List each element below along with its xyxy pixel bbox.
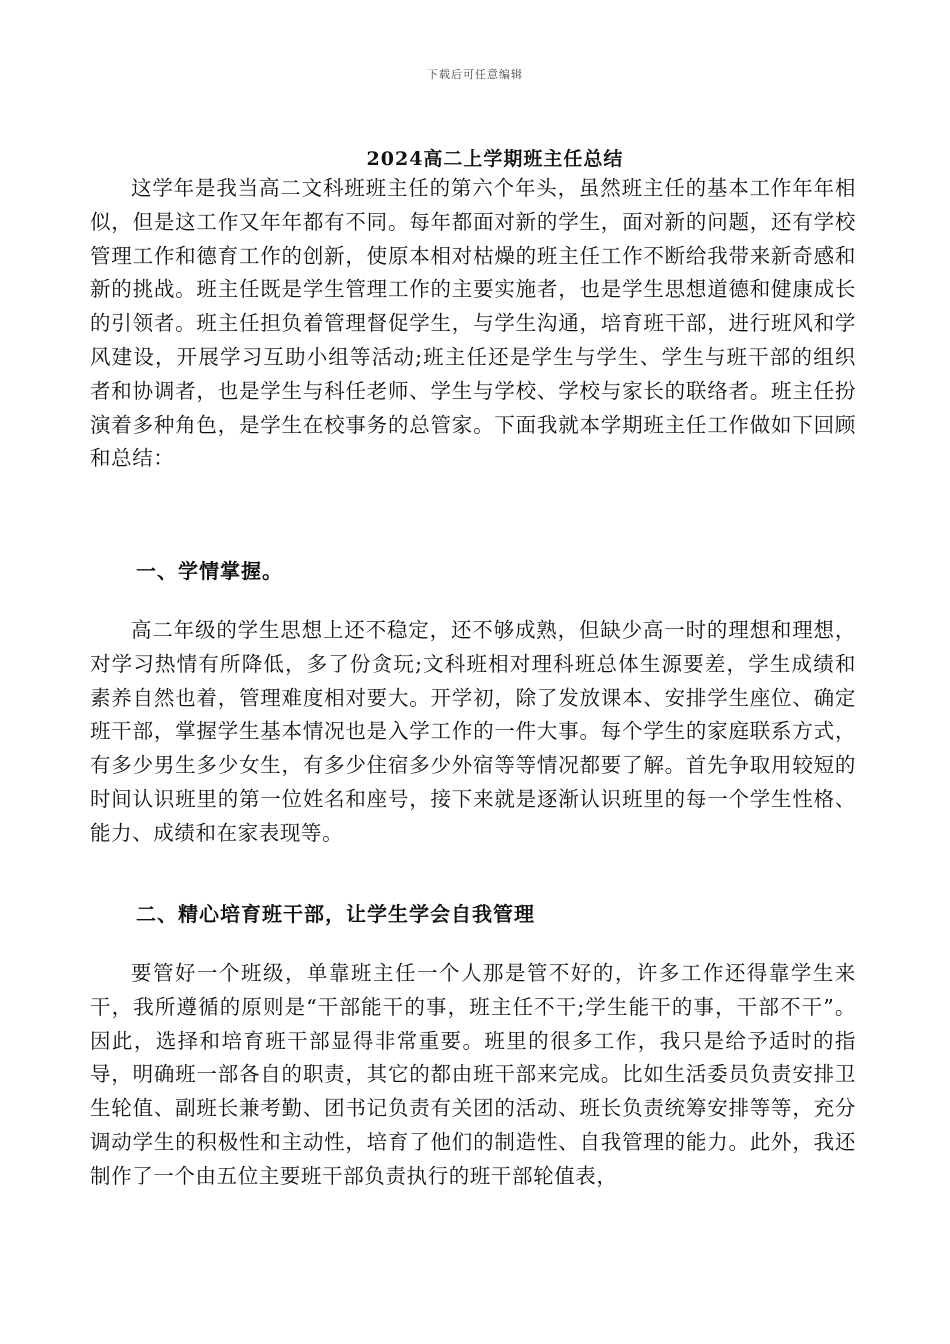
- section1-paragraph: 高二年级的学生思想上还不稳定，还不够成熟，但缺少高一时的理想和理想，对学习热情有所降低，多了份贪玩;文科班相对理科班总体生源要差，学生成绩和素养自然也着，管理难度相对要大。开学初，除了发放课本、安排学生座位、确定班干部，掌握学生基本情况也是入学工作的一件大事。每个学生的家庭联系方式，有多少男生多少女生，有多少住宿多少外宿等等情况都要了解。首先争取用较短的时间认识班里的第一位姓名和座号，接下来就是逐渐认识班里的每一个学生性格、能力、成绩和在家表现等。: [90, 618, 856, 845]
- section2-paragraph: 要管好一个班级，单靠班主任一个人那是管不好的，许多工作还得靠学生来干，我所遵循的原则是“干部能干的事，班主任不干;学生能干的事，干部不干”。因此，选择和培育班干部显得非常重要。班里的很多工作，我只是给予适时的指导，明确班一部各自的职责，其它的都由班干部来完成。比如生活委员负责安排卫生轮值、副班长兼考勤、团书记负责有关团的活动、班长负责统筹安排等等，充分调动学生的积极性和主动性，培育了他们的制造性、自我管理的能力。此外，我还制作了一个由五位主要班干部负责执行的班干部轮值表，: [90, 961, 856, 1188]
- section1-paragraph-block: [90, 614, 856, 851]
- intro-paragraph: 这学年是我当高二文科班班主任的第六个年头，虽然班主任的基本工作年年相似，但是这工作又年年都有不同。每年都面对新的学生，面对新的问题，还有学校管理工作和德育工作的创新，使原本相对枯燥的班主任工作不断给我带来新奇感和新的挑战。班主任既是学生管理工作的主要实施者，也是学生思想道德和健康成长的引领者。班主任担负着管理督促学生，与学生沟通，培育班干部，进行班风和学风建设，开展学习互助小组等活动;班主任还是学生与学生、学生与班干部的组织者和协调者，也是学生与科任老师、学生与学校、学校与家长的联络者。班主任扮演着多种角色，是学生在校事务的总管家。下面我就本学期班主任工作做如下回顾和总结：: [90, 176, 856, 471]
- section2-paragraph-block: [90, 957, 856, 1194]
- section-heading-1: 一、学情掌握。: [136, 559, 283, 583]
- section-heading-2: 二、精心培育班干部，让学生学会自我管理: [136, 902, 535, 926]
- header-note: 下载后可任意编辑: [427, 68, 523, 81]
- document-title: 2024高二上学期班主任总结: [366, 148, 624, 170]
- intro-paragraph-block: [90, 172, 856, 476]
